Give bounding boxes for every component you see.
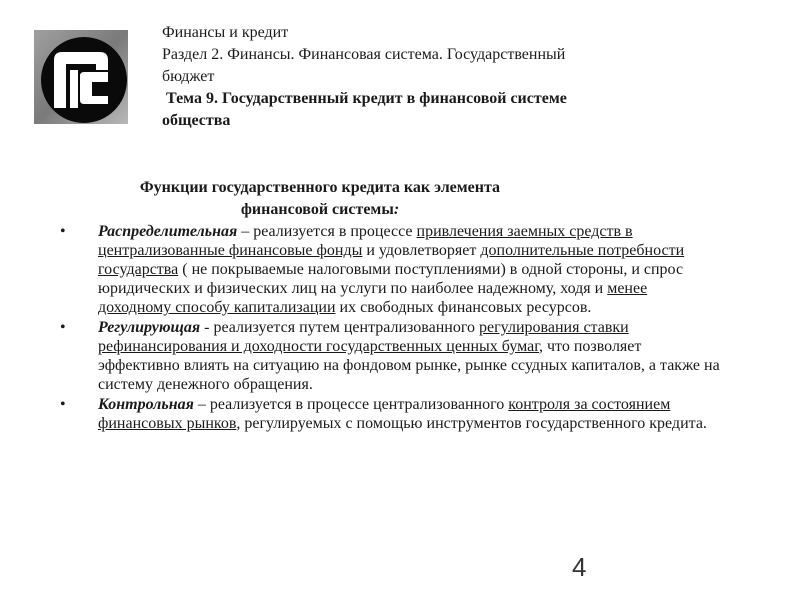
heading-line2-wrap <box>120 199 520 221</box>
section-title-line2: бюджет <box>162 68 215 85</box>
heading-colon: : <box>393 201 400 218</box>
pc-monogram-logo-icon <box>34 30 128 124</box>
list-item-regulating <box>60 318 720 394</box>
item-text: их свободных финансовых ресурсов. <box>335 299 592 316</box>
slide-header <box>162 22 722 132</box>
list-item-control <box>60 395 720 433</box>
item-text: , что позволяет эффективно влиять на ситуацию на фондовом рынке, рынке ссудных капиталов, а также на систему денежного обращения. <box>98 338 720 393</box>
topic-title-line2: общества <box>162 112 231 129</box>
item-text: и удовлетворяет <box>362 242 481 259</box>
term-label: Распределительная <box>98 223 238 240</box>
section-title-line1: Раздел 2. Финансы. Финансовая система. Государственный <box>162 46 566 63</box>
functions-list <box>60 222 720 434</box>
term-label: Контрольная <box>98 396 194 413</box>
underlined-text: дополнительные потребности государства <box>98 242 685 278</box>
item-text: – реализуется в процессе централизованного <box>193 396 509 413</box>
list-item-distributive <box>60 222 720 317</box>
item-text: – реализуется в процессе <box>237 223 417 240</box>
item-text: , регулируемых с помощью инструментов государственного кредита. <box>236 415 707 432</box>
topic-title-line1: Тема 9. Государственный кредит в финансовой системе <box>166 90 567 107</box>
heading-line2: финансовой системы <box>240 201 394 218</box>
page-number: 4 <box>572 552 587 582</box>
underlined-text: менее доходному способу капитализации <box>98 280 648 316</box>
bullet-icon: • <box>60 396 66 413</box>
item-text: ( не покрываемые налоговыми поступлениями) в одной стороны, и спрос юридических и физических лиц на услуги по наиболее надежному, ходя и <box>98 261 684 297</box>
item-text: - реализуется путем централизованного <box>200 319 480 336</box>
underlined-text: контроля за состоянием финансовых рынков <box>98 396 671 432</box>
bullet-icon: • <box>60 223 66 240</box>
underlined-text: привлечения заемных средств в централизованные финансовые фонды <box>98 223 633 259</box>
course-title: Финансы и кредит <box>162 24 289 41</box>
bullet-icon: • <box>60 319 66 336</box>
heading-line1: Функции государственного кредита как элемента <box>139 179 501 196</box>
term-label: Регулирующая <box>98 319 201 336</box>
slide-heading <box>120 177 520 221</box>
underlined-text: регулирования ставки рефинансирования и доходности государственных ценных бумаг <box>98 319 629 355</box>
